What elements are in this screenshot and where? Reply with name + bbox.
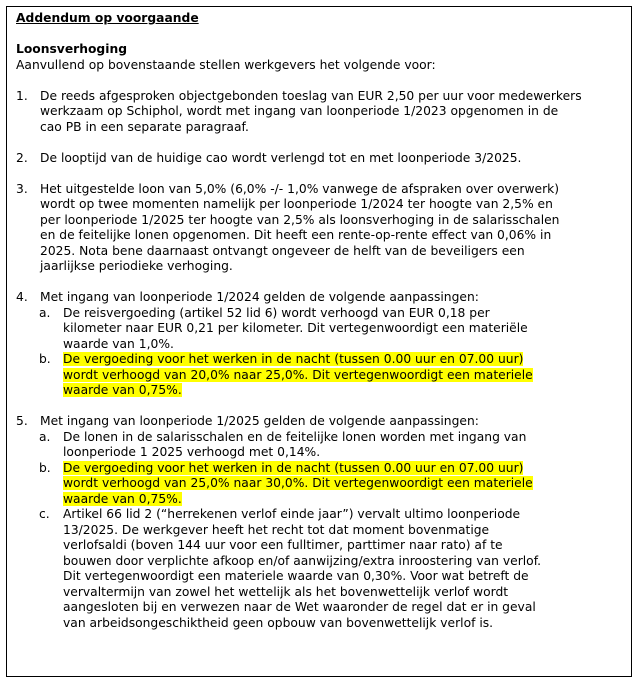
sub-item-line [63,569,623,585]
sub-item-line [63,383,623,399]
list-item [16,414,623,631]
sub-item-text: verlofsaldi (boven 144 uur voor een fulltimer, parttimer naar rato) af te [63,538,503,552]
highlighted-text: De vergoeding voor het werken in de nacht (tussen 0.00 uur en 07.00 uur) [63,352,524,366]
sub-item-line [63,430,623,446]
sub-item [16,430,623,461]
list-item [16,290,623,399]
item-body [16,414,623,631]
item-body [40,89,623,136]
sub-item-text: aangesloten bij en verwezen naar de Wet waaronder de regel dat er in geval [63,600,536,614]
section-title: Loonsverhoging [16,42,128,56]
highlighted-text: wordt verhoogd van 20,0% naar 25,0%. Dit vertegenwoordigt een materiele [63,367,533,382]
document-title: Addendum op voorgaande [16,11,199,25]
sub-item-text: waarde van 1,0%. [63,336,174,351]
sub-item-body [63,306,623,353]
spacer [16,399,623,415]
spacer [16,166,623,182]
item-line: cao PB in een separate paragraaf. [40,119,249,134]
item-number: 3. [16,181,28,196]
item-number: 4. [16,290,28,304]
sub-item-text: van arbeidsongeschiktheid geen opbouw van bovenwettelijk verlof is. [63,615,494,630]
sub-item-letter: a. [39,305,51,320]
sub-item-line [63,523,623,539]
spacer [16,27,623,43]
highlighted-text: wordt verhoogd van 25,0% naar 30,0%. Dit vertegenwoordigt een materiele [63,476,533,490]
item-line: en de feitelijke lonen opgenomen. Dit heeft een rente-op-rente effect van 0,06% in [40,228,552,242]
list-item [16,151,623,167]
sub-item-line [63,306,623,322]
document-frame [6,6,632,677]
item-line: Het uitgestelde loon van 5,0% (6,0% -/- 1,0% vanwege de afspraken over overwerk) [40,181,560,196]
sub-item-text: 13/2025. De werkgever heeft het recht tot dat moment bovenmatige [63,522,490,537]
sub-item-text: De reisvergoeding (artikel 52 lid 6) wordt verhoogd van EUR 0,18 per [63,305,490,320]
list-item [16,182,623,275]
item-number: 5. [16,414,28,428]
sub-item-line [63,507,623,523]
sub-item-body [63,352,623,399]
item-body [16,290,623,399]
sub-item [16,507,623,631]
sub-item-text: De lonen in de salarisschalen en de feitelijke lonen worden met ingang van [63,429,527,444]
spacer [16,135,623,151]
sub-item-line [63,492,623,508]
sub-item-line [63,554,623,570]
sub-item-line [63,352,623,368]
sub-item-text: Artikel 66 lid 2 (“herrekenen verlof einde jaar”) vervalt ultimo loonperiode [63,507,521,521]
sub-item-text: bouwen door verplichte afkoop en/of aanwijzing/extra inroostering van verlof. [63,553,542,568]
item-line: Met ingang van loonperiode 1/2025 gelden de volgende aanpassingen: [40,414,479,428]
sub-item-text: kilometer naar EUR 0,21 per kilometer. Dit vertegenwoordigt een materiële [63,321,528,335]
sub-item-body [63,507,623,631]
item-line: jaarlijkse periodieke verhoging. [40,259,233,273]
sub-item-line [63,445,623,461]
item-number: 1. [16,88,28,103]
item-line: Met ingang van loonperiode 1/2024 gelden de volgende aanpassingen: [40,290,479,304]
intro-text: Aanvullend op bovenstaande stellen werkgevers het volgende voor: [16,57,436,72]
sub-item [16,306,623,353]
item-body [40,151,623,167]
sub-item-body [63,430,623,461]
sub-item-text: Dit vertegenwoordigt een materiele waarde van 0,30%. Voor wat betreft de [63,569,529,583]
sub-item-line [63,476,623,492]
sub-item-letter: a. [39,429,51,444]
sub-item [16,352,623,399]
item-line: werkzaam op Schiphol, wordt met ingang van loonperiode 1/2023 opgenomen in de [40,104,559,118]
item-line: 2025. Nota bene daarnaast ontvangt ongeveer de helft van de beveiligers een [40,243,525,258]
sub-item-line [63,616,623,632]
sub-item-text: loonperiode 1 2025 verhoogd met 0,14%. [63,445,321,459]
sub-item-line [63,585,623,601]
spacer [16,73,623,89]
sub-item-line [63,538,623,554]
numbered-list [16,89,623,632]
sub-item-line [63,461,623,477]
highlighted-text: waarde van 0,75%. [63,383,182,397]
item-line: per loonperiode 1/2025 ter hoogte van 2,5% als loonsverhoging in de salarisschalen [40,212,560,227]
list-item [16,89,623,136]
sub-item-letter: b. [39,460,51,475]
sub-item-body [63,461,623,508]
sub-item-line [63,321,623,337]
sub-item-line [63,337,623,353]
item-line: wordt op twee momenten namelijk per loonperiode 1/2024 ter hoogte van 2,5% en [40,197,553,211]
sub-item [16,461,623,508]
sub-item-letter: b. [39,352,51,366]
item-line: De looptijd van de huidige cao wordt verlengd tot en met loonperiode 3/2025. [40,150,522,165]
sub-item-letter: c. [39,507,50,521]
sub-item-line [63,368,623,384]
sub-item-line [63,600,623,616]
item-number: 2. [16,150,28,165]
item-body [40,182,623,275]
item-line: De reeds afgesproken objectgebonden toeslag van EUR 2,50 per uur voor medewerkers [40,88,582,103]
highlighted-text: waarde van 0,75%. [63,491,182,506]
spacer [16,275,623,291]
highlighted-text: De vergoeding voor het werken in de nacht (tussen 0.00 uur en 07.00 uur) [63,460,524,475]
sub-item-text: vervaltermijn van zowel het wettelijk als het bovenwettelijk verlof wordt [63,584,509,599]
